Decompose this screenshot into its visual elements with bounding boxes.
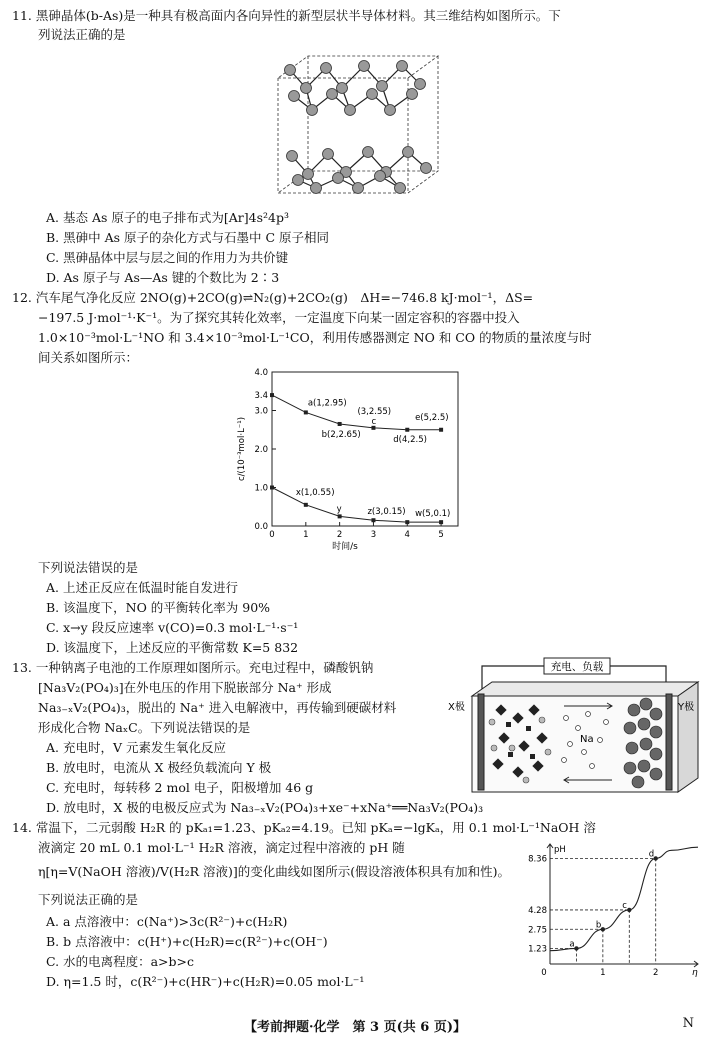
- x-axis-label: η: [692, 968, 698, 978]
- series-1-point: [439, 520, 443, 524]
- q14-option-b: B. b 点溶液中：c(H⁺)+c(H₂R)=c(R²⁻)+c(OH⁻): [46, 934, 328, 949]
- q12-option-a: A. 上述正反应在低温时能自发进行: [46, 580, 238, 595]
- q12-option-d: D. 该温度下，上述反应的平衡常数 K=5 832: [46, 640, 299, 655]
- x-tick-label: 5: [438, 530, 444, 540]
- q13-option-a: A. 充电时，V 元素发生氧化反应: [46, 740, 226, 755]
- y-tick-label: 0.0: [254, 522, 268, 532]
- q14-stem-line1: 14. 常温下，二元弱酸 H₂R 的 pKₐ₁=1.23、pKₐ₂=4.19。已知 pKₐ=−lgKₐ，用 0.1 mol·L⁻¹NaOH 溶: [12, 820, 596, 835]
- y-axis-label: pH: [554, 845, 566, 855]
- q13-option-b: B. 放电时，电流从 X 极经负载流向 Y 极: [46, 760, 272, 775]
- q13-stem-line2: [Na₃V₂(PO₄)₃]在外电压的作用下脱嵌部分 Na⁺ 形成: [38, 680, 332, 695]
- y-tick-label: 1.0: [254, 483, 268, 494]
- y-tick-label: 4.0: [254, 368, 268, 378]
- q14-stem-line3: η[η=V(NaOH 溶液)/V(H₂R 溶液)]的变化曲线如图所示(假设溶液体积具有加和性)。: [38, 864, 511, 879]
- x-tick-label: 0: [269, 530, 275, 540]
- x-tick-label: 4: [404, 530, 410, 540]
- point-c: [627, 908, 631, 912]
- q13-stem-line4: 形成化合物 NaₓC。下列说法错误的是: [38, 720, 251, 735]
- x-tick-label: 2: [336, 530, 343, 540]
- y-electrode: [666, 694, 672, 790]
- data-label: (3,2.55): [357, 406, 392, 417]
- q12-option-b: B. 该温度下，NO 的平衡转化率为 90%: [46, 600, 271, 615]
- q12-stem-line1: 12. 汽车尾气净化反应 2NO(g)+2CO(g)⇌N₂(g)+2CO₂(g) ΔH=−746.8 kJ·mol⁻¹，ΔS=: [12, 290, 534, 305]
- point-label-b: b: [595, 920, 602, 931]
- x-electrode: [478, 694, 484, 790]
- data-label: e(5,2.5): [415, 412, 449, 423]
- ph-curve: [550, 847, 698, 951]
- data-label: z(3,0.15): [367, 507, 406, 518]
- load-label: 充电、负载: [550, 661, 604, 673]
- point-label-c: c: [622, 900, 627, 911]
- q14-stem-line2: 液滴定 20 mL 0.1 mol·L⁻¹ H₂R 溶液，滴定过程中溶液的 pH 随: [38, 840, 405, 855]
- data-label: w(5,0.1): [415, 509, 451, 520]
- x-tick-label: 3: [370, 530, 377, 540]
- page-footer: 【考前押题·化学 第 3 页(共 6 页)】: [243, 1020, 467, 1035]
- black-arsenic-structure-figure: [268, 48, 443, 200]
- y-tick-label: 2.75: [528, 925, 547, 936]
- y-tick-label: 3.0: [254, 406, 268, 417]
- series-0-point: [270, 393, 274, 397]
- y-tick-label: 2.0: [254, 445, 268, 455]
- x-tick-label: 0: [541, 968, 547, 978]
- page-version-mark: N: [682, 1016, 694, 1031]
- q14-question: 下列说法正确的是: [38, 892, 139, 907]
- y-tick-label: 1.23: [528, 944, 547, 955]
- y-tick-label: 4.28: [528, 905, 547, 916]
- data-label: d(4,2.5): [393, 434, 427, 445]
- q11-option-b: B. 黑砷中 As 原子的杂化方式与石墨中 C 原子相同: [46, 230, 330, 245]
- y-axis-label: c/(10⁻³mol·L⁻¹): [237, 416, 247, 482]
- q13-option-d: D. 放电时，X 极的电极反应式为 Na₃₋ₓV₂(PO₄)₃+xe⁻+xNa⁺══Na₃V₂(PO₄)₃: [46, 800, 484, 815]
- point-b: [601, 927, 605, 931]
- q13-option-c: C. 充电时，每转移 2 mol 电子，阳极增加 46 g: [46, 780, 314, 795]
- data-label: y: [336, 504, 342, 515]
- series-1-point: [338, 514, 342, 518]
- x-tick-label: 1: [600, 968, 606, 978]
- concentration-time-chart: [232, 362, 472, 562]
- ph-titration-chart: [516, 838, 704, 980]
- series-0-point: [304, 410, 308, 414]
- q12-stem-line3: 1.0×10⁻³mol·L⁻¹NO 和 3.4×10⁻³mol·L⁻¹CO，利用传感器测定 NO 和 CO 的物质的量浓度与时: [38, 330, 592, 345]
- q13-stem-line3: Na₃₋ₓV₂(PO₄)₃，脱出的 Na⁺ 进入电解液中，再传输到硬碳材料: [38, 700, 397, 715]
- q12-question: 下列说法错误的是: [38, 560, 139, 575]
- point-label-a: a: [569, 939, 575, 950]
- series-1-point: [304, 503, 308, 507]
- x-tick-label: 1: [303, 530, 309, 540]
- q12-stem-line2: −197.5 J·mol⁻¹·K⁻¹。为了探究其转化效率，一定温度下向某一固定容积的容器中投入: [38, 310, 520, 325]
- series-0-point: [338, 422, 342, 426]
- y-electrode-label: Y极: [678, 702, 695, 713]
- series-1-point: [405, 520, 409, 524]
- q11-option-c: C. 黑砷晶体中层与层之间的作用力为共价键: [46, 250, 289, 265]
- data-label: b(2,2.65): [321, 429, 361, 440]
- q14-option-d: D. η=1.5 时，c(R²⁻)+c(HR⁻)+c(H₂R)=0.05 mol·L⁻¹: [46, 974, 365, 989]
- q11-option-d: D. As 原子与 As—As 键的个数比为 2∶3: [46, 270, 280, 285]
- y-mark-label: 3.4: [254, 391, 268, 402]
- x-electrode-label: X极: [448, 702, 465, 713]
- q11-stem-line2: 列说法正确的是: [38, 27, 126, 42]
- q11-option-a: A. 基态 As 原子的电子排布式为[Ar]4s²4p³: [46, 210, 289, 225]
- q13-stem-line1: 13. 一种钠离子电池的工作原理如图所示。充电过程中，磷酸钒钠: [12, 660, 374, 675]
- plot-frame: [272, 372, 458, 526]
- q14-option-c: C. 水的电离程度：a>b>c: [46, 954, 194, 969]
- series-1-point: [270, 486, 274, 490]
- data-label: a(1,2.95): [307, 398, 347, 409]
- sodium-ion-battery-figure: [442, 656, 704, 796]
- y-tick-label: 8.36: [528, 854, 547, 865]
- data-label: x(1,0.55): [295, 487, 335, 498]
- series-0-point: [405, 428, 409, 432]
- point-a: [574, 946, 578, 950]
- q11-stem-line1: 11. 黑砷晶体(b-As)是一种具有极高面内各向异性的新型层状半导体材料。其三维结构如图所示。下: [12, 8, 561, 23]
- q12-stem-line4: 间关系如图所示：: [38, 350, 139, 365]
- x-axis-label: 时间/s: [332, 542, 358, 552]
- series-0-point: [439, 428, 443, 432]
- na-ion-label: Na: [580, 734, 594, 745]
- q14-option-a: A. a 点溶液中：c(Na⁺)>3c(R²⁻)+c(H₂R): [46, 914, 288, 929]
- series-1-point: [371, 518, 375, 522]
- x-tick-label: 2: [653, 968, 659, 978]
- point-label-d: d: [648, 849, 655, 860]
- q12-option-c: C. x→y 段反应速率 v(CO)=0.3 mol·L⁻¹·s⁻¹: [46, 620, 299, 635]
- data-label: c: [371, 416, 377, 427]
- point-d: [654, 856, 658, 860]
